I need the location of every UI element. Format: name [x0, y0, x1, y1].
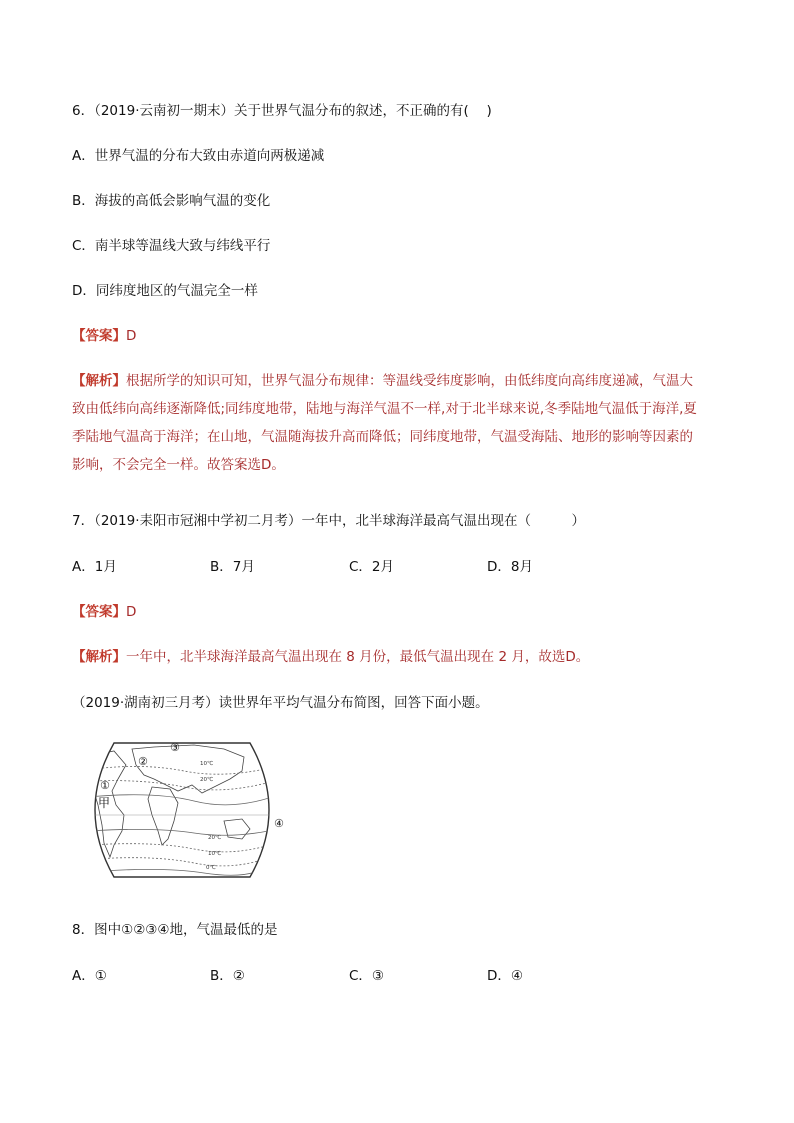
q8-option-d: D．④ — [487, 968, 523, 984]
world-temperature-map — [74, 735, 290, 885]
label-jia: 甲 — [98, 796, 111, 810]
q6-analysis — [72, 367, 722, 479]
answer-tag: 【答案】 — [72, 604, 126, 620]
isotherm-label: 0℃ — [206, 865, 216, 871]
q8-option-c: C．③ — [349, 968, 385, 984]
answer-tag: 【答案】 — [72, 328, 126, 344]
q6-option-b: B．海拔的高低会影响气温的变化 — [72, 193, 271, 209]
q6-option-c: C．南半球等温线大致与纬线平行 — [72, 238, 271, 254]
q6-option-a: A．世界气温的分布大致由赤道向两极递减 — [72, 148, 325, 164]
analysis-line: 致由低纬向高纬逐渐降低;同纬度地带，陆地与海洋气温不一样,对于北半球来说,冬季陆地气温低于海洋,夏 — [72, 401, 697, 417]
q8-option-a: A．① — [72, 968, 107, 984]
marker-2: ② — [138, 755, 148, 768]
isotherm-label: 20℃ — [200, 777, 214, 783]
q7-option-a: A．1月 — [72, 559, 117, 575]
analysis-line: 【解析】根据所学的知识可知，世界气温分布规律：等温线受纬度影响，由低纬度向高纬度递减，气温大 — [72, 373, 693, 389]
q8-option-b: B．② — [210, 968, 245, 984]
isotherm-label: 10℃ — [200, 761, 214, 767]
q7-stem: 7．（2019·耒阳市冠湘中学初二月考）一年中，北半球海洋最高气温出现在（ ） — [72, 513, 585, 529]
group-intro: （2019·湖南初三月考）读世界年平均气温分布简图，回答下面小题。 — [72, 695, 489, 711]
q6-stem: 6．（2019·云南初一期末）关于世界气温分布的叙述，不正确的有( ) — [72, 103, 492, 119]
q7-option-b: B．7月 — [210, 559, 255, 575]
isotherm-label: 20℃ — [208, 835, 222, 841]
answer-value: D — [126, 604, 137, 620]
answer-value: D — [126, 328, 137, 344]
analysis-tag: 【解析】 — [72, 373, 126, 389]
analysis-line: 季陆地气温高于海洋；在山地，气温随海拔升高而降低；同纬度地带，气温受海陆、地形的影响等因素的 — [72, 429, 693, 445]
q7-option-c: C．2月 — [349, 559, 395, 575]
q6-option-d: D．同纬度地区的气温完全一样 — [72, 283, 258, 299]
marker-1: ① — [100, 779, 110, 792]
analysis-tag: 【解析】 — [72, 649, 126, 665]
analysis-text: 一年中，北半球海洋最高气温出现在 8 月份，最低气温出现在 2 月，故选D。 — [126, 649, 590, 665]
q8-stem: 8．图中①②③④地，气温最低的是 — [72, 922, 278, 938]
marker-4: ④ — [274, 817, 284, 830]
q7-answer — [72, 602, 136, 622]
q6-answer — [72, 326, 136, 346]
q7-option-d: D．8月 — [487, 559, 533, 575]
marker-3: ③ — [170, 741, 180, 754]
isotherm-label: 10℃ — [208, 851, 222, 857]
q7-analysis — [72, 647, 589, 667]
analysis-line: 影响，不会完全一样。故答案选D。 — [72, 457, 285, 473]
